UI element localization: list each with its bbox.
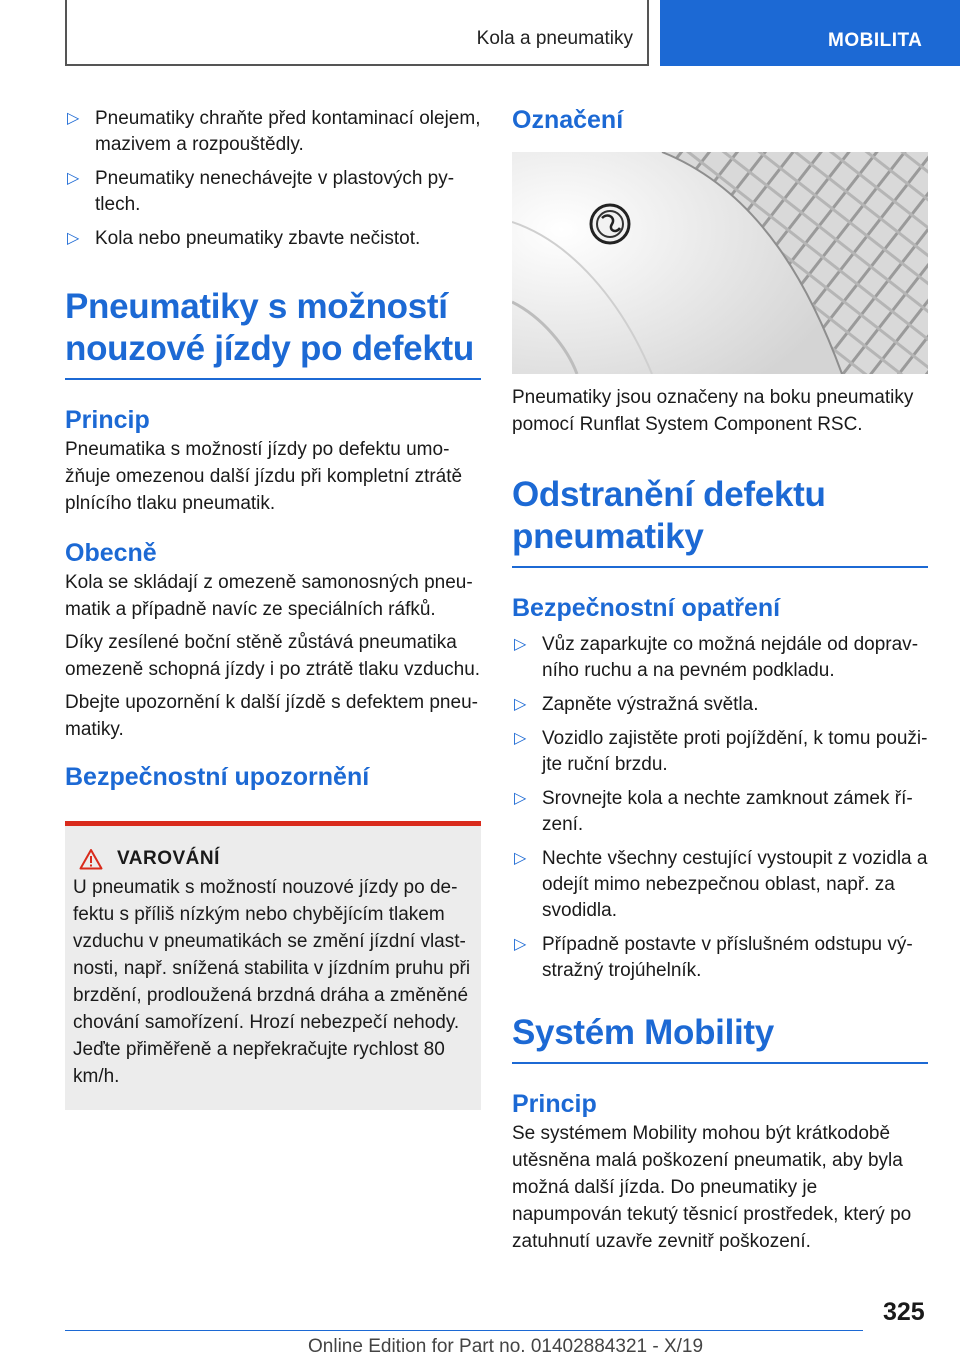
header-section-title: Kola a pneumatiky [476, 28, 633, 49]
list-item-text: Vozidlo zajistěte proti pojíždění, k tomu použijte ruční brzdu. [542, 728, 928, 775]
footer-edition: Online Edition for Part no. 01402884321 - X/19 [308, 1336, 704, 1357]
bullet-triangle-icon: ▷ [514, 936, 527, 953]
list-item [512, 846, 928, 924]
care-bullet-list [65, 106, 481, 252]
steps-list [512, 632, 928, 984]
header-chapter-label: MOBILITA [828, 30, 923, 51]
warning-title: VAROVÁNÍ [117, 848, 220, 869]
mobility-heading: Systém Mobility [512, 1012, 928, 1064]
list-item [512, 692, 928, 718]
warning-header [73, 848, 473, 870]
bullet-triangle-icon: ▷ [514, 850, 527, 867]
obecne-paragraph-3: Dbejte upozornění k další jízdě s defektem pneumatiky. [65, 692, 478, 740]
list-item-text: Zapněte výstražná světla. [542, 694, 759, 715]
princip-text: Pneumatika s možností jízdy po defektu umožňuje omezenou další jízdu při kompletní ztrátě plnícího tlaku pneumatik. [65, 439, 463, 514]
tire-sidewall-image [512, 152, 928, 374]
bullet-triangle-icon: ▷ [67, 110, 80, 127]
list-item-text: Pneumatiky nenechávejte v plastových pytlech. [95, 168, 455, 215]
list-item [512, 726, 928, 778]
list-item [512, 632, 928, 684]
safety-measures-heading: Bezpečnostní opatření [512, 594, 781, 622]
list-item-text: Nechte všechny cestující vystoupit z vozidla a odejít mimo nebezpečnou oblast, např. za svodidla. [542, 848, 928, 921]
page-number: 325 [883, 1298, 925, 1326]
obecne-heading: Obecně [65, 539, 157, 567]
header-section-box [65, 0, 649, 66]
oznaceni-heading: Označení [512, 106, 624, 134]
obecne-paragraph-1: Kola se skládají z omezeně samonosných pneumatik a případně navíc ze speciálních ráfků. [65, 572, 473, 620]
safety-notice-heading: Bezpečnostní upozornění [65, 763, 370, 791]
mobility-text: Se systémem Mobility mohou být krátkodobě utěsněna malá poškození pneumatik, aby byla možná další jízda. Do pneumatiky je napumpován tekutý těsnicí prostředek, který po zatuhnutí uzavře zevnitř poškození. [512, 1123, 912, 1252]
list-item [65, 226, 481, 252]
run-flat-heading: Pneumatiky s možností nouzové jízdy po defektu [65, 286, 481, 380]
warning-box [65, 821, 481, 1110]
list-item [512, 932, 928, 984]
bullet-triangle-icon: ▷ [514, 730, 527, 747]
list-item [512, 786, 928, 838]
bullet-triangle-icon: ▷ [514, 790, 527, 807]
bullet-triangle-icon: ▷ [67, 170, 80, 187]
warning-text: U pneumatik s možností nouzové jízdy po defektu s příliš nízkým nebo chybějícím tlakem vzduchu v pneumatikách se změní jízdní vlastnosti, např. snížená stabilita v jízdním pruhu při brzdění, prodloužená brzdná dráha a změněné chování samořízení. Hrozí nebezpečí nehody. Jeďte přiměřeně a nepřekračujte rychlost 80 km/h. [73, 877, 471, 1087]
image-caption: Pneumatiky jsou označeny na boku pneumatiky pomocí Runflat System Component RSC. [512, 387, 914, 435]
bullet-triangle-icon: ▷ [514, 696, 527, 713]
list-item-text: Kola nebo pneumatiky zbavte nečistot. [95, 228, 421, 249]
warning-triangle-icon [79, 848, 103, 870]
list-item-text: Srovnejte kola a nechte zamknout zámek řízení. [542, 788, 913, 835]
list-item [65, 166, 481, 218]
defekt-heading: Odstranění defektu pneumatiky [512, 474, 928, 568]
list-item [65, 106, 481, 158]
rsc-logo-icon [591, 205, 629, 243]
footer-divider [65, 1330, 863, 1331]
princip-heading: Princip [65, 406, 150, 434]
right-column [512, 100, 928, 1261]
obecne-paragraph-2: Díky zesílené boční stěně zůstává pneumatika omezeně schopná jízdy i po ztrátě tlaku vzduchu. [65, 632, 481, 680]
list-item-text: Vůz zaparkujte co možná nejdále od dopravního ruchu a na pevném podkladu. [542, 634, 919, 681]
list-item-text: Pneumatiky chraňte před kontaminací olejem, mazivem a rozpouštědly. [95, 108, 481, 155]
header-chapter-tab[interactable] [660, 0, 960, 66]
list-item-text: Případně postavte v příslušném odstupu výstražný trojúhelník. [542, 934, 913, 981]
page-header [0, 0, 960, 66]
bullet-triangle-icon: ▷ [514, 636, 527, 653]
left-column [65, 100, 481, 1110]
bullet-triangle-icon: ▷ [67, 230, 80, 247]
mobility-princip-heading: Princip [512, 1090, 597, 1118]
